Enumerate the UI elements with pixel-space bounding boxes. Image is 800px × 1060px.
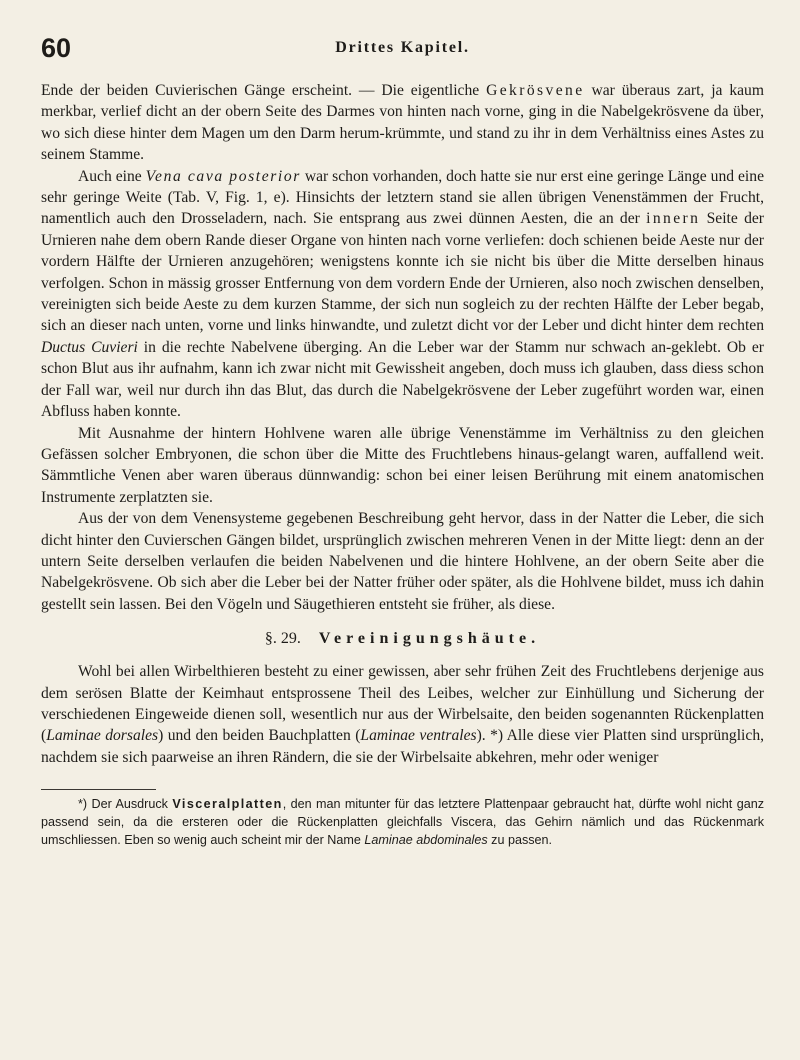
text-run: ) und den beiden Bauchplatten ( [158, 727, 361, 745]
latin-term: Laminae dorsales [46, 727, 159, 745]
text-run: Wohl bei allen Wirbelthieren besteht zu einer gewissen, aber sehr frühen Zeit des Fruchtlebens derjenige aus dem serösen Blatte der Keimhaut entsprossene Theil des Leibes, welcher zur Einhüllung und Sicherung der verschiedenen Eingeweide dienen soll, wesentlich nur aus der Wirbelsaite, den beiden sogenannten Rückenplatten ( [41, 663, 764, 745]
emphasis-term: Gekrösvene [486, 82, 585, 99]
footnote-rule [41, 789, 156, 790]
paragraph-4: Aus der von dem Venensysteme gegebenen Beschreibung geht hervor, dass in der Natter die Leber, die sich dicht hinter den Cuvierschen Gängen bildet, ursprünglich zwischen mehreren Venen in der Mitte liegt: denn an der untern Seite derselben verlaufen die beiden Nabelvenen und die hintere Hohlvene, an der obern Seite aber die Nabelgekrösvene. Ob sich aber die Leber bei der Natter früher oder später, als die Hohlvene bildet, muss ich dahin gestellt sein lassen. Bei den Vögeln und Säugethieren entsteht sie früher, als diese. [41, 510, 764, 613]
section-number: §. 29. [264, 630, 301, 648]
text-run: zu passen. [491, 833, 553, 848]
text-run: war schon vorhanden, doch hatte sie nur erst eine geringe Länge und eine sehr geringe Weite (Tab. V, Fig. 1, e). Hinsichts der letztern stand sie allen übrigen Venenstämmen der Frucht, namentlich auch den Drosseladern, nach. Sie entsprang aus zwei dünnen Aesten, die an der [41, 167, 764, 228]
footnote [41, 795, 764, 849]
paragraph-2 [41, 166, 764, 423]
emphasis-term: innern [646, 210, 701, 228]
paragraph-1 [41, 80, 764, 166]
body-text [41, 80, 764, 768]
latin-term: Laminae ventrales [360, 727, 477, 745]
text-run: war überaus zart, ja kaum merkbar, verlief dicht an der obern Seite des Darmes von hinten nach vorne, ging in die Nabelgekrösvene da über, wo sich diese hinter dem Magen um den Darm herum-krümmte, und stand zu ihr in dem Verhältniss eines Astes zu seinem Stamme. [41, 82, 764, 164]
emphasis-term: Visceralplatten [172, 797, 283, 812]
text-run: Seite der Urnieren nahe dem obern Rande dieser Organe von hinten nach vorne verliefen: doch schienen beide Aeste nur der vordern Hälfte der Urnieren anzugehören; wenigstens konnte ich sie nicht bis über die Mitte derselben hinaus verfolgen. Schon in mässig grosser Entfernung von dem vordern Ende der Urnieren, also noch zwischen denselben, vereinigten sich beide Aeste zu dem kurzen Stamme, der sich nun sogleich zu der rechten Hälfte der Leber begab, sich an dieser nach unten, vorne und links hinwandte, und zuletzt dicht vor der Leber und dicht hinter dem rechten [41, 210, 764, 335]
page-number: 60 [41, 33, 72, 63]
latin-term: Laminae abdominales [364, 833, 488, 848]
text-run: , den man mitunter für das letztere Plattenpaar gebraucht hat, dürfte wohl nicht ganz passend sein, da die ersteren oder die Rückenplatten gleichfalls Viscera, das Gehirn nämlich und das Rückenmark umschliessen. Eben so wenig auch scheint mir der Name [41, 797, 764, 848]
text-run: Auch eine [78, 167, 142, 185]
latin-term: Vena cava posterior [145, 167, 301, 185]
paragraph-3: Mit Ausnahme der hintern Hohlvene waren alle übrige Venenstämme im Verhältniss zu den gleichen Gefässen solcher Embryonen, die schon über die Mitte des Fruchtlebens hinaus-gelangt waren, auffallend weit. Sämmtliche Venen aber waren überaus dünnwandig: schon bei einer leisen Berührung mit einem anatomischen Instrumente zerplatzten sie. [41, 424, 764, 506]
page-header [41, 30, 764, 80]
paragraph-5 [41, 661, 764, 768]
section-heading [41, 630, 764, 648]
text-run: Ende der beiden Cuvierischen Gänge erscheint. — Die eigentliche [41, 82, 480, 99]
section-title: Vereinigungshäute. [318, 630, 541, 648]
text-run: in die rechte Nabelvene überging. An die Leber war der Stamm nur schwach an-geklebt. Ob er schon Blut aus ihr aufnahm, kann ich zwar nicht mit Gewissheit angeben, doch muss ich glauben, dass diess schon der Fall war, weil nur durch ihn das Blut, das durch die Nabelgekrösvene der Leber zugeführt worden war, einen Abfluss haben konnte. [41, 338, 764, 421]
text-run: *) Der Ausdruck [78, 797, 168, 812]
running-head: Drittes Kapitel. [335, 39, 470, 56]
latin-term: Ductus Cuvieri [41, 338, 138, 356]
text-run: ). *) Alle diese vier Platten sind ursprünglich, nachdem sie sich paarweise an ihren Rändern, die sie der Wirbelsaite abkehren, mehr oder weniger [41, 727, 765, 766]
